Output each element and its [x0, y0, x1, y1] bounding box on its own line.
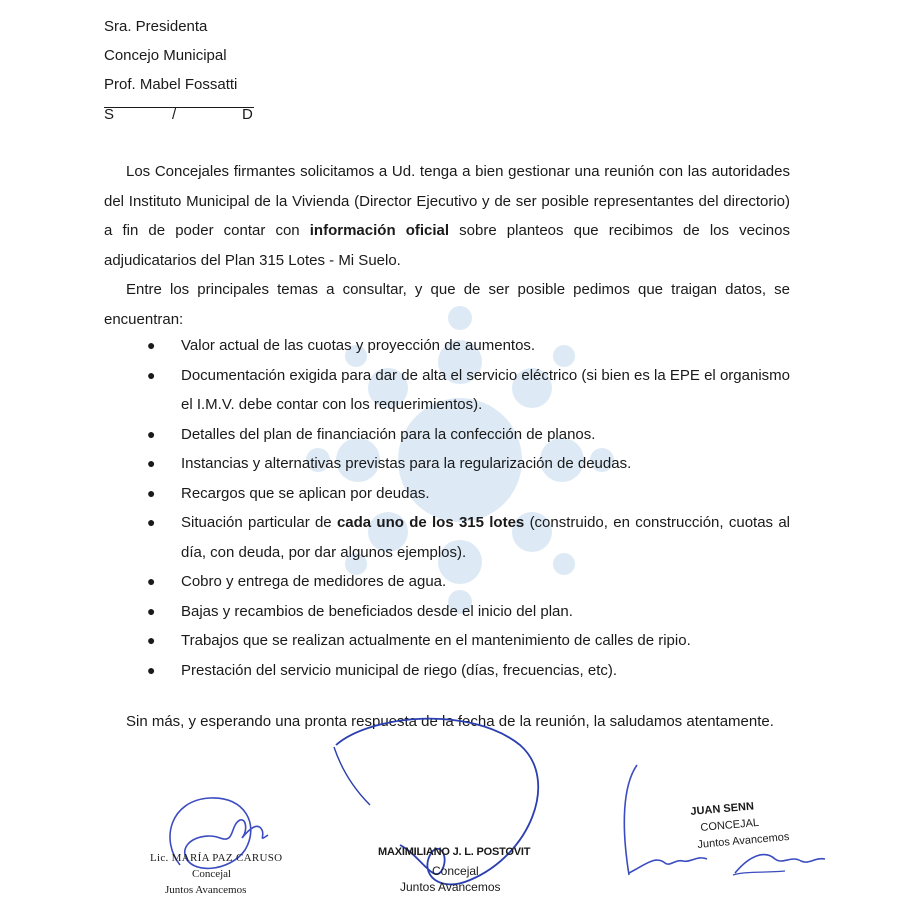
topic-text: Instancias y alternativas previstas para la regularización de deudas. [181, 455, 632, 472]
request-text-2: sobre planteos que recibimos de los vecinos adjudicatarios del Plan 315 Lotes - Mi Suelo. [104, 222, 790, 269]
topic-text: Situación particular de [181, 514, 337, 531]
topic-text: Bajas y recambios de beneficiados desde el inicio del plan. [181, 602, 573, 620]
bullet-icon: ● [147, 425, 156, 442]
topic-text: (construido, en construcción, cuotas al día, con deuda, por dar algunos ejemplos). [181, 514, 791, 561]
topic-text: Cobro y entrega de medidores de agua. [181, 573, 447, 590]
list-item [104, 597, 790, 627]
bullet-icon: ● [147, 455, 156, 471]
bullet-icon: ● [147, 602, 156, 619]
topic-text: Detalles del plan de financiación para la confección de planos. [181, 425, 596, 443]
list-item [104, 567, 790, 597]
signature-party-left: Juntos Avancemos [165, 884, 247, 896]
topic-text: Recargos que se aplican por deudas. [181, 484, 430, 502]
bullet-icon: ● [147, 366, 156, 383]
topics-intro: Entre los principales temas a consultar, y que de ser posible pedimos que traigan datos, se encuentran: [104, 281, 790, 328]
request-paragraph [104, 157, 790, 275]
topic-text: Valor actual de las cuotas y proyección de aumentos. [181, 337, 536, 354]
bullet-icon: ● [147, 661, 156, 678]
signature-party-center: Juntos Avancemos [400, 880, 501, 894]
list-item [104, 331, 790, 361]
bullet-icon: ● [147, 632, 156, 648]
closing-paragraph: Sin más, y esperando una pronta respuesta de la fecha de la reunión, la saludamos atentamente. [126, 713, 774, 730]
request-text-bold: información oficial [309, 222, 450, 239]
sd-slash: / [172, 106, 177, 123]
topic-text: Trabajos que se realizan actualmente en el mantenimiento de calles de ripio. [181, 632, 691, 649]
signature-name-right: JUAN SENN [690, 800, 755, 818]
bullet-icon: ● [147, 484, 156, 501]
list-item [104, 479, 790, 509]
signature-role-center: Concejal [432, 864, 479, 878]
topics-list [104, 331, 790, 685]
bullet-icon: ● [147, 337, 156, 353]
signature-name-center: MAXIMILIANO J. L. POSTOVIT [378, 846, 531, 858]
request-text-1: Los Concejales firmantes solicitamos a Ud. tenga a bien gestionar una reunión con las autoridades del Instituto Municipal de la Vivienda (Director Ejecutivo y de ser posible representantes del directorio) a fin de poder contar con [104, 163, 790, 239]
list-item [104, 626, 790, 656]
list-item [104, 361, 790, 420]
recipient-title: Sra. Presidenta [104, 18, 208, 35]
bullet-icon: ● [147, 514, 156, 530]
signature-name-left: Lic. MARÍA PAZ CARUSO [150, 852, 283, 864]
sd-d: D [242, 106, 253, 123]
su-despacho [104, 106, 254, 123]
signature-role-right: CONCEJAL [700, 816, 760, 834]
list-item [104, 449, 790, 479]
list-item [104, 508, 790, 567]
signature-party-right: Juntos Avancemos [697, 830, 790, 851]
recipient-body: Concejo Municipal [104, 47, 227, 64]
bullet-icon: ● [147, 573, 156, 589]
signature-role-left: Concejal [192, 868, 232, 880]
list-item [104, 656, 790, 686]
list-item [104, 420, 790, 450]
topic-text: Prestación del servicio municipal de riego (días, frecuencias, etc). [181, 661, 618, 679]
topic-text-bold: cada uno de los 315 lotes [336, 514, 525, 531]
recipient-name: Prof. Mabel Fossatti [104, 76, 238, 93]
sd-s: S [104, 106, 115, 123]
topic-text: Documentación exigida para dar de alta el servicio eléctrico (si bien es la EPE el organismo el I.M.V. debe contar con los requerimientos). [181, 366, 790, 413]
